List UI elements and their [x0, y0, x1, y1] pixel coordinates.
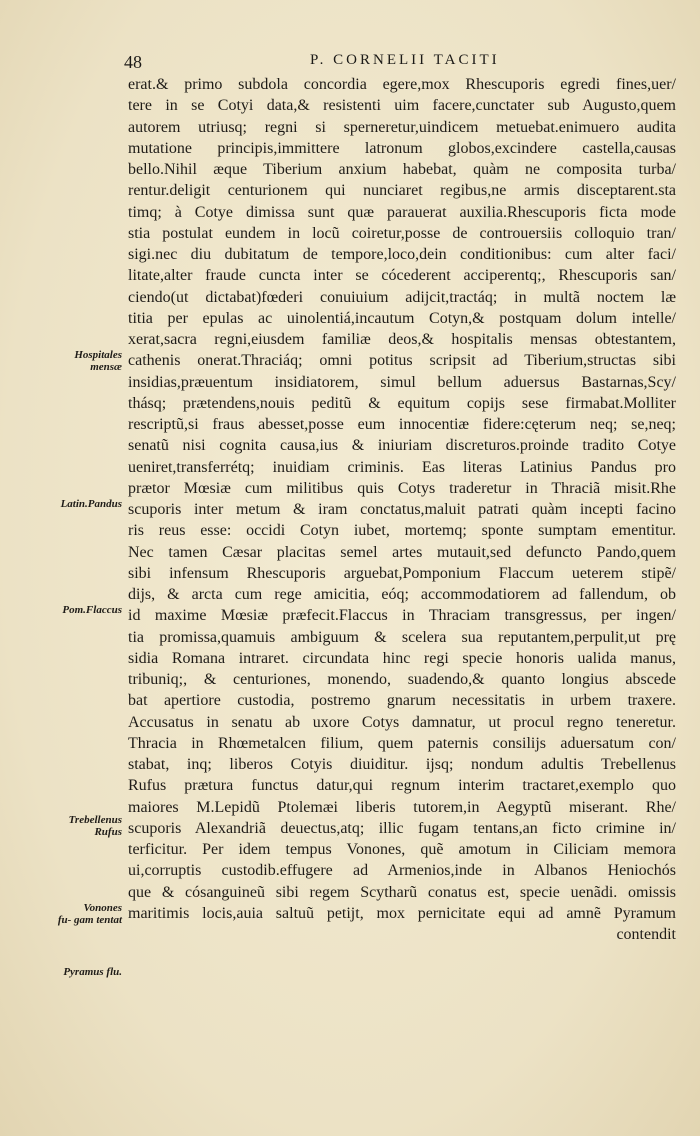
- text-line: tia promissa,quamuis ambiguum & scelera sua reputantem,perpulit,ut prę: [128, 628, 676, 646]
- text-line: xerat,sacra regni,eiusdem familiæ deos,& hospitalis mensas obtestantem,: [128, 331, 676, 348]
- text-line: ciendo(ut dictabat)fœderi conuiuium adijcit,tractáq; in multã noctem læ: [128, 288, 676, 306]
- margin-note-latinius-pandus: Latin.Pandus: [60, 498, 122, 510]
- text-line: titia per epulas ac uinolentiá,incautum Cotyn,& postquam dolum intelle/: [128, 309, 676, 327]
- text-line: que & cósanguineũ sibi regem Scytharũ conatus est, specie uenãdi. omissis: [128, 883, 676, 901]
- text-line: stabat, inq; liberos Cotyis diuiditur. ijsq; nondum adultis Trebellenus: [128, 756, 676, 773]
- text-line: Thracia in Rhœmetalcen filium, quem paternis consilijs aduersatum con/: [128, 734, 676, 752]
- running-head: P. CORNELII TACITI: [310, 52, 500, 68]
- text-line: rentur.deligit centurionem qui nunciaret regibus,ne armis disceptarent.sta: [128, 182, 676, 200]
- margin-note-trebellenus-rufus: Trebellenus Rufus: [68, 814, 122, 838]
- text-line: thásq; prætendens,nouis peditũ & equitum copijs sese firmabat.Molliter: [128, 394, 676, 412]
- text-line: Nec tamen Cæsar placitas semel artes mutauit,sed defuncto Pando,quem: [128, 543, 676, 561]
- text-line: sigi.nec diu dubitatum de tempore,loco,dein conditionibus: cum alter faci/: [128, 246, 676, 263]
- text-line: scuporis Alexandriã deuectus,atq; illic fugam tentans,an ficto crimine in/: [128, 819, 676, 837]
- text-line: senatũ nisi cognita causa,ius & iniuriam discreturos.proinde tradito Cotye: [128, 437, 676, 455]
- text-line: timq; à Cotye dimissa sunt quæ parauerat auxilia.Rhescuporis ficta mode: [128, 203, 676, 221]
- text-line: sidia Romana intraret. circundata hinc regi specie honoris ualida manus,: [128, 649, 676, 667]
- text-line: mutatione principis,immittere latronum globos,excindere castella,causas: [128, 139, 676, 157]
- text-line: contendit: [616, 926, 676, 943]
- text-line: id maxime Mœsiæ præfecit.Flaccus in Thraciam transgressus, per ingen/: [128, 607, 676, 625]
- text-line: tribuniq;, & centuriones, monendo, suadendo,& quanto longius abscede: [128, 671, 676, 688]
- text-line: bat apertiore custodia, postremo gnarum necessitatis in urbem traxere.: [128, 692, 676, 710]
- text-line: rescriptũ,si fraus abesset,posse eum innocentiæ fidere:cęterum neq; se,neq;: [128, 416, 676, 433]
- text-line: ueniret,transferrétq; inuidiam criminis. Eas literas Latinius Pandus pro: [128, 458, 676, 476]
- text-line: dijs, & arcta cum rege amicitia, eóq; accommodatiorem ad fallendum, ob: [128, 586, 676, 603]
- margin-note-vonones: Vonones fu- gam tentat: [57, 902, 122, 926]
- text-line: scuporis inter metum & iram conctatus,maluit patrati quàm incepti facino: [128, 501, 676, 518]
- text-line: maiores M.Lepidũ Ptolemæi liberis tutorem,in Aegyptũ miserant. Rhe/: [128, 798, 676, 816]
- text-line: stia postulat eundem in locũ coiretur,posse de controuersiis colloquio tran/: [128, 224, 676, 242]
- text-line: maritimis locis,auia saltuũ petijt, mox pernicitate equi ad amnẽ Pyramum: [128, 904, 676, 922]
- text-line: insidias,præuentum insidiatorem, simul bellum aduersus Bastarnas,Scy/: [128, 373, 676, 391]
- margin-note-pyramus: Pyramus flu.: [63, 966, 122, 978]
- text-line: erat.& primo subdola concordia egere,mox Rhescuporis egredi fines,uer/: [128, 76, 676, 93]
- text-line: ui,corruptis custodib.effugere ad Armenios,inde in Albanos Heniochós: [128, 862, 676, 880]
- text-line: bello.Nihil æque Tiberium anxium habebat, quàm ne composita turba/: [128, 161, 676, 178]
- margin-note-hospitales: Hospitales mensæ: [74, 349, 122, 373]
- text-line: autorem utriusq; regni si sperneretur,uindicem metuebat.enimuero audita: [128, 118, 676, 136]
- text-line: litate,alter fraude cuncta inter se cócederent acciperentq;, Rhescuporis san/: [128, 267, 676, 285]
- margin-note-pomponius-flaccus: Pom.Flaccus: [62, 604, 122, 616]
- margin-notes: [0, 0, 124, 1136]
- text-line: Rufus prætura functus datur,qui regnum interim tractaret,exemplo quo: [128, 777, 676, 795]
- main-text-block: [128, 74, 676, 945]
- page-number: 48: [124, 52, 142, 72]
- text-line: cathenis onerat.Thraciáq; omni potitus scripsit ad Tiberium,structas sibi: [128, 352, 676, 370]
- text-line: tere in se Cotyi data,& resistenti uim facere,cunctater sub Augusto,quem: [128, 97, 676, 115]
- text-line: prætor Mœsiæ cum militibus quis Cotys traderetur in Thraciã misit.Rhe: [128, 479, 676, 497]
- text-line: ris reus esse: occidi Cotyn iubet, mortemq; sponte sumptam ementitur.: [128, 522, 676, 540]
- text-line: sibi infensum Rhescuporis arguebat,Pomponium Flaccum ueterem stipẽ/: [128, 564, 676, 582]
- text-line: terficitur. Per idem tempus Vonones, quẽ amotum in Ciliciam memora: [128, 841, 676, 858]
- text-line: Accusatus in senatu ab uxore Cotys damnatur, ut procul regno teneretur.: [128, 713, 676, 731]
